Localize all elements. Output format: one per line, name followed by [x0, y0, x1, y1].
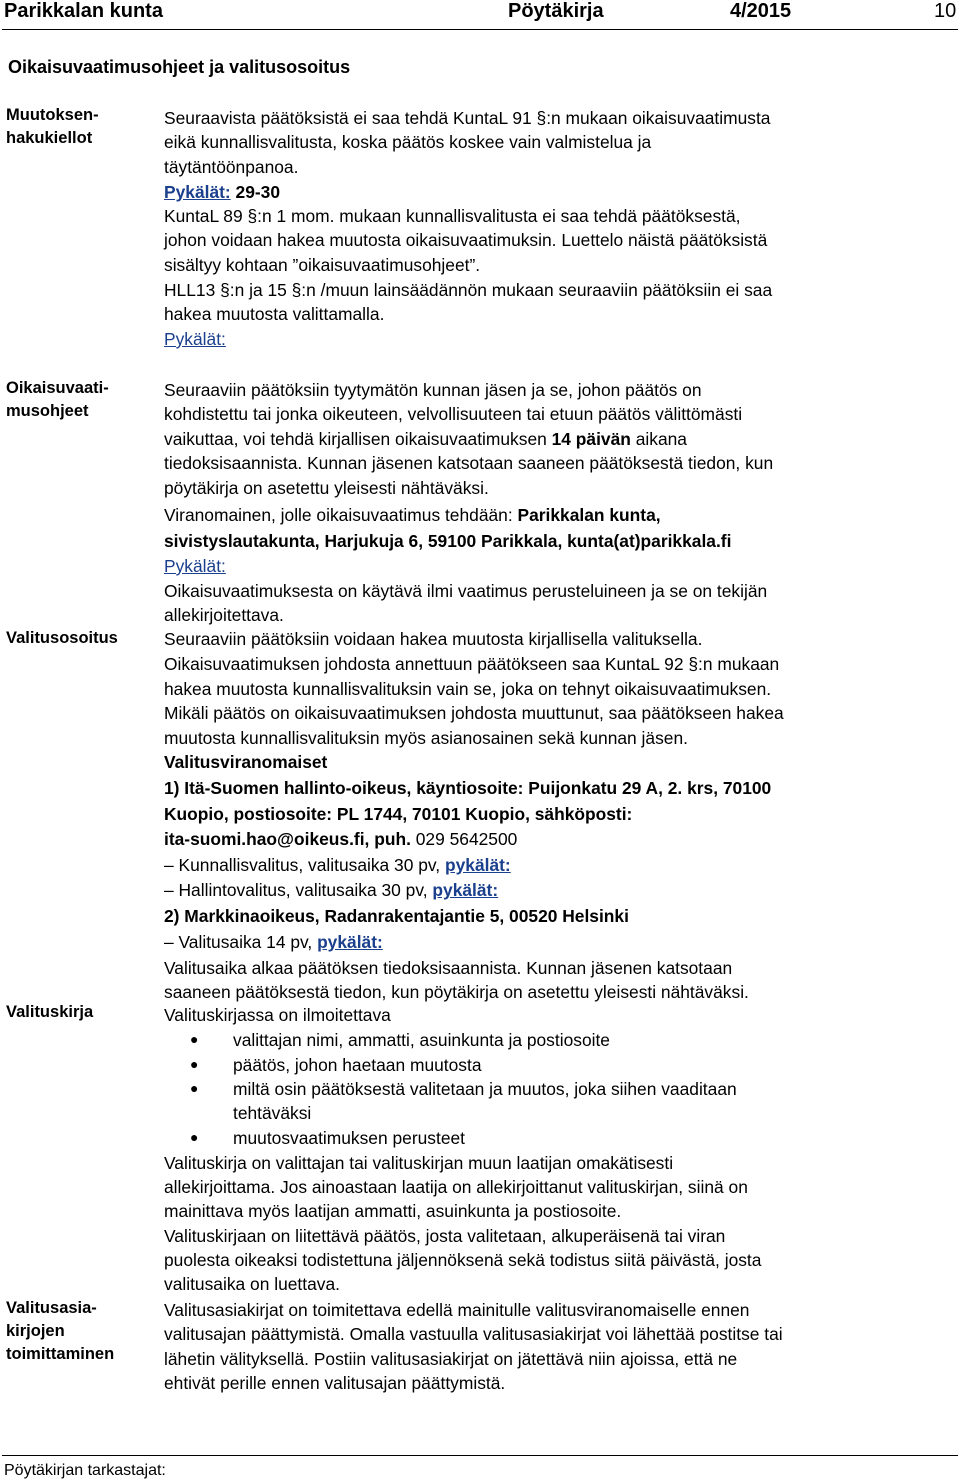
- pykalat-link[interactable]: pykälät:: [432, 880, 499, 900]
- text-line: valitusaika on luettava.: [164, 1274, 340, 1294]
- list-item: miltä osin päätöksestä valitetaan ja muutos, joka siihen vaaditaan: [233, 1079, 737, 1099]
- text-line: [164, 427, 687, 451]
- text-line: Mikäli päätös on oikaisuvaatimuksen johdosta muuttunut, saa päätökseen hakea: [164, 703, 784, 723]
- header-page-number: 10: [934, 0, 957, 22]
- label-line: Oikaisuvaati-: [6, 379, 109, 397]
- text-run: – Kunnallisvalitus, valitusaika 30 pv,: [164, 855, 445, 875]
- pykalat-line: [164, 327, 226, 351]
- label-line: Muutoksen-: [6, 106, 99, 124]
- text-run-bold: 14 päivän: [551, 429, 631, 449]
- text-line: kohdistettu tai jonka oikeuteen, velvollisuuteen tai etuun päätös välittömästi: [164, 404, 743, 424]
- text-line: HLL13 §:n ja 15 §:n /muun lainsäädännön mukaan seuraaviin päätöksiin ei saa: [164, 280, 773, 300]
- text-line: [164, 827, 517, 851]
- pykalat-line: [164, 180, 280, 204]
- label-toimittaminen: [6, 1297, 151, 1366]
- text-run: vaikuttaa, voi tehdä kirjallisen oikaisuvaatimuksen: [164, 429, 552, 449]
- text-line: eikä kunnallisvalitusta, koska päätös koskee vain valmistelua ja: [164, 132, 652, 152]
- label-valitusosoitus: Valitusosoitus: [6, 629, 118, 647]
- text-line: [164, 853, 511, 877]
- text-run-bold: Parikkalan kunta,: [517, 505, 661, 525]
- text-line: hakea muutosta kunnallisvalituksin vain se, joka on tehnyt oikaisuvaatimuksen.: [164, 679, 772, 699]
- label-line: musohjeet: [6, 402, 89, 420]
- text-line: Valituskirjassa on ilmoitettava: [164, 1005, 391, 1025]
- text-line: [164, 503, 661, 527]
- text-line: Oikaisuvaatimuksesta on käytävä ilmi vaatimus perusteluineen ja se on tekijän: [164, 581, 768, 601]
- text-run: – Hallintovalitus, valitusaika 30 pv,: [164, 880, 433, 900]
- text-line: Seuraavista päätöksistä ei saa tehdä KuntaL 91 §:n mukaan oikaisuvaatimusta: [164, 108, 771, 128]
- text-line: johon voidaan hakea muutosta oikaisuvaatimuksin. Luettelo näistä päätöksistä: [164, 230, 768, 250]
- text-line: Valituskirjaan on liitettävä päätös, josta valitetaan, alkuperäisenä tai viran: [164, 1226, 726, 1246]
- text-line: Seuraaviin päätöksiin voidaan hakea muutosta kirjallisella valituksella.: [164, 629, 703, 649]
- text-line: sisältyy kohtaan ”oikaisuvaatimusohjeet”.: [164, 255, 481, 275]
- text-line: Valituskirja on valittajan tai valituskirjan muun laatijan omakätisesti: [164, 1153, 674, 1173]
- text-line: Valitusasiakirjat on toimitettava edellä mainitulle valitusviranomaiselle ennen: [164, 1300, 750, 1320]
- header-doc-type: Pöytäkirja: [508, 0, 604, 22]
- text-line: lähetin välityksellä. Postiin valitusasiakirjat on jätettävä niin ajoissa, että ne: [164, 1349, 738, 1369]
- label-line: toimittaminen: [6, 1345, 115, 1363]
- text-run: Viranomainen, jolle oikaisuvaatimus tehdään:: [164, 505, 518, 525]
- text-line: hakea muutosta valittamalla.: [164, 304, 385, 324]
- text-line: allekirjoitettava.: [164, 605, 284, 625]
- text-line: Valitusaika alkaa päätöksen tiedoksisaannista. Kunnan jäsenen katsotaan: [164, 958, 733, 978]
- label-line: hakukiellot: [6, 129, 93, 147]
- text-run: aikana: [630, 429, 687, 449]
- label-line: Valitusasia-: [6, 1299, 97, 1317]
- label-oikaisuvaatimusohjeet: [6, 377, 151, 423]
- label-valituskirja: Valituskirja: [6, 1003, 94, 1021]
- label-muutoksenhakukiellot: [6, 104, 151, 150]
- text-line-bold: Kuopio, postiosoite: PL 1744, 70101 Kuopio, sähköposti:: [164, 804, 633, 824]
- header-doc-number: 4/2015: [730, 0, 792, 22]
- authority-address: sivistyslautakunta, Harjukuja 6, 59100 Parikkala, kunta(at)parikkala.fi: [164, 531, 732, 551]
- text-line: mainittava myös laatijan ammatti, asuinkunta ja postiosoite.: [164, 1201, 622, 1221]
- pykalat-value: 29-30: [230, 182, 281, 202]
- text-line: muutosta kunnallisvalituksin myös asianosainen sekä kunnan jäsen.: [164, 728, 688, 748]
- pykalat-link[interactable]: pykälät:: [317, 932, 383, 952]
- label-line: kirjojen: [6, 1322, 65, 1340]
- header-org: Parikkalan kunta: [4, 0, 163, 22]
- text-line-bold: 2) Markkinaoikeus, Radanrakentajantie 5, 00520 Helsinki: [164, 906, 629, 926]
- bullet-icon: ●: [190, 1129, 199, 1145]
- text-line: [164, 878, 498, 902]
- bullet-icon: ●: [190, 1056, 199, 1072]
- text-line: Seuraaviin päätöksiin tyytymätön kunnan jäsen ja se, johon päätös on: [164, 380, 702, 400]
- text-line: pöytäkirja on asetettu yleisesti nähtäväksi.: [164, 478, 489, 498]
- list-item: muutosvaatimuksen perusteet: [233, 1128, 465, 1148]
- page-header: [0, 0, 960, 26]
- text-line: puolesta oikeaksi todistettuna jäljennöksenä sekä todistus siitä päivästä, josta: [164, 1250, 762, 1270]
- bullet-icon: ●: [190, 1080, 199, 1096]
- pykalat-link[interactable]: Pykälät:: [164, 329, 226, 349]
- text-line: KuntaL 89 §:n 1 mom. mukaan kunnallisvalitusta ei saa tehdä päätöksestä,: [164, 206, 741, 226]
- footer-label: Pöytäkirjan tarkastajat:: [4, 1462, 166, 1479]
- pykalat-link[interactable]: Pykälät:: [164, 182, 231, 202]
- text-line: Oikaisuvaatimuksen johdosta annettuun päätökseen saa KuntaL 92 §:n mukaan: [164, 654, 780, 674]
- text-line: tiedoksisaannista. Kunnan jäsenen katsotaan saaneen päätöksestä tiedon, kun: [164, 453, 774, 473]
- bullet-icon: ●: [190, 1031, 199, 1047]
- text-line: ehtivät perille ennen valitusajan päättymistä.: [164, 1373, 506, 1393]
- section-heading: Valitusviranomaiset: [164, 752, 328, 772]
- list-item: päätös, johon haetaan muutosta: [233, 1055, 482, 1075]
- text-line: valitusajan päättymistä. Omalla vastuulla valitusasiakirjat voi lähettää postitse tai: [164, 1324, 783, 1344]
- pykalat-line: [164, 554, 226, 578]
- text-line: täytäntöönpanoa.: [164, 157, 299, 177]
- text-line: [164, 930, 383, 954]
- text-line: allekirjoittama. Jos ainoastaan laatija on allekirjoittanut valituskirjan, siinä on: [164, 1177, 748, 1197]
- text-run: – Valitusaika 14 pv,: [164, 932, 318, 952]
- list-item: valittajan nimi, ammatti, asuinkunta ja postiosoite: [233, 1030, 610, 1050]
- text-run-bold: ita-suomi.hao@oikeus.fi, puh.: [164, 829, 416, 849]
- header-rule: [2, 29, 958, 30]
- list-item-continuation: tehtäväksi: [233, 1103, 312, 1123]
- pykalat-link[interactable]: pykälät:: [444, 855, 511, 875]
- footer-rule: [2, 1455, 958, 1456]
- text-line: saaneen päätöksestä tiedon, kun pöytäkirja on asetettu yleisesti nähtäväksi.: [164, 982, 749, 1002]
- pykalat-link[interactable]: Pykälät:: [164, 556, 226, 576]
- text-run: 029 5642500: [415, 829, 518, 849]
- text-line-bold: 1) Itä-Suomen hallinto-oikeus, käyntiosoite: Puijonkatu 29 A, 2. krs, 70100: [164, 778, 772, 798]
- page-title: Oikaisuvaatimusohjeet ja valitusosoitus: [8, 57, 351, 77]
